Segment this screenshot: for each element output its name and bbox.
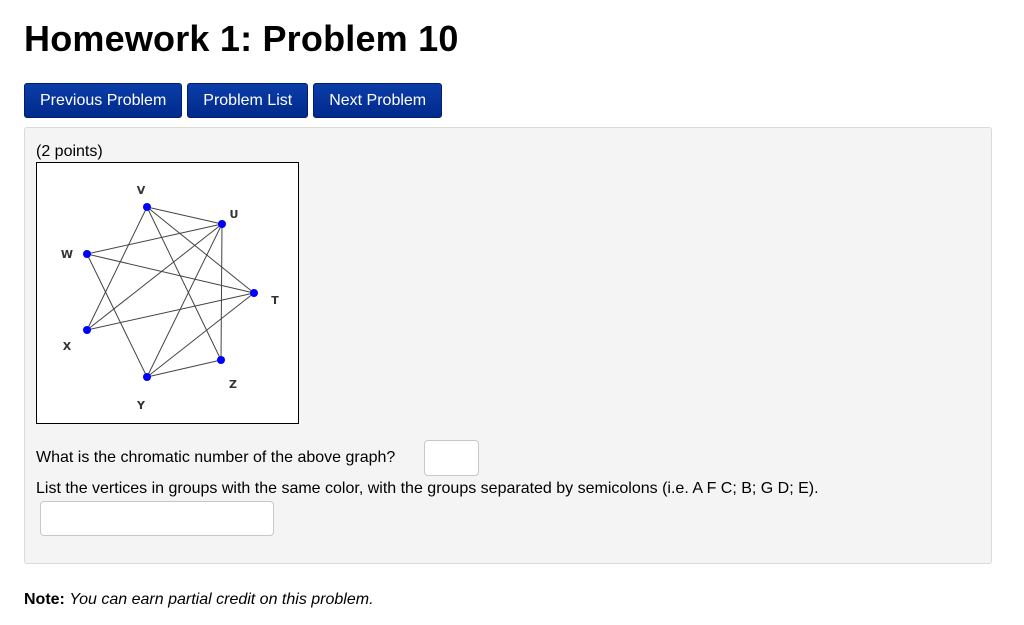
color-groups-question: List the vertices in groups with the same color, with the groups separated by semicolons (i.e. A F C; B; G D; E). <box>36 480 819 497</box>
graph-vertex-label-v: V <box>136 184 146 197</box>
graph-vertex-label-z: Z <box>229 378 237 391</box>
graph-vertex-z <box>217 356 225 364</box>
graph-vertex-v <box>143 203 151 211</box>
graph-edge-u-x <box>87 224 222 330</box>
problem-navigation <box>24 83 442 118</box>
note-text: You can earn partial credit on this problem. <box>69 591 374 608</box>
graph-vertex-w <box>83 250 91 258</box>
graph-vertex-label-t: T <box>271 294 279 307</box>
page-title: Homework 1: Problem 10 <box>24 18 459 59</box>
graph-vertex-y <box>143 373 151 381</box>
graph-edge-v-x <box>87 207 147 330</box>
graph-edge-w-u <box>87 224 222 254</box>
color-groups-input[interactable] <box>40 501 274 536</box>
graph-vertex-u <box>218 220 226 228</box>
graph-vertex-x <box>83 326 91 334</box>
note-label: Note: <box>24 591 65 608</box>
graph-vertex-t <box>250 289 258 297</box>
graph-edge-v-z <box>147 207 221 360</box>
previous-problem-button[interactable]: Previous Problem <box>24 83 182 118</box>
graph-vertex-label-y: Y <box>137 399 145 412</box>
problem-body <box>24 127 992 564</box>
graph-vertex-label-w: W <box>60 248 74 261</box>
chromatic-number-question: What is the chromatic number of the above graph? <box>36 449 396 466</box>
graph-edge-u-z <box>221 224 222 360</box>
graph-vertex-label-u: U <box>229 208 239 221</box>
chromatic-number-input[interactable] <box>424 440 479 476</box>
next-problem-button[interactable]: Next Problem <box>313 83 442 118</box>
graph-edge-u-y <box>147 224 222 377</box>
graph-image <box>36 162 299 424</box>
partial-credit-note <box>24 591 374 609</box>
graph-edge-x-t <box>87 293 254 330</box>
graph-edge-w-y <box>87 254 147 377</box>
graph-drawing <box>37 163 298 423</box>
graph-vertex-label-x: X <box>62 340 72 353</box>
problem-list-button[interactable]: Problem List <box>187 83 308 118</box>
points-label: (2 points) <box>36 143 103 160</box>
